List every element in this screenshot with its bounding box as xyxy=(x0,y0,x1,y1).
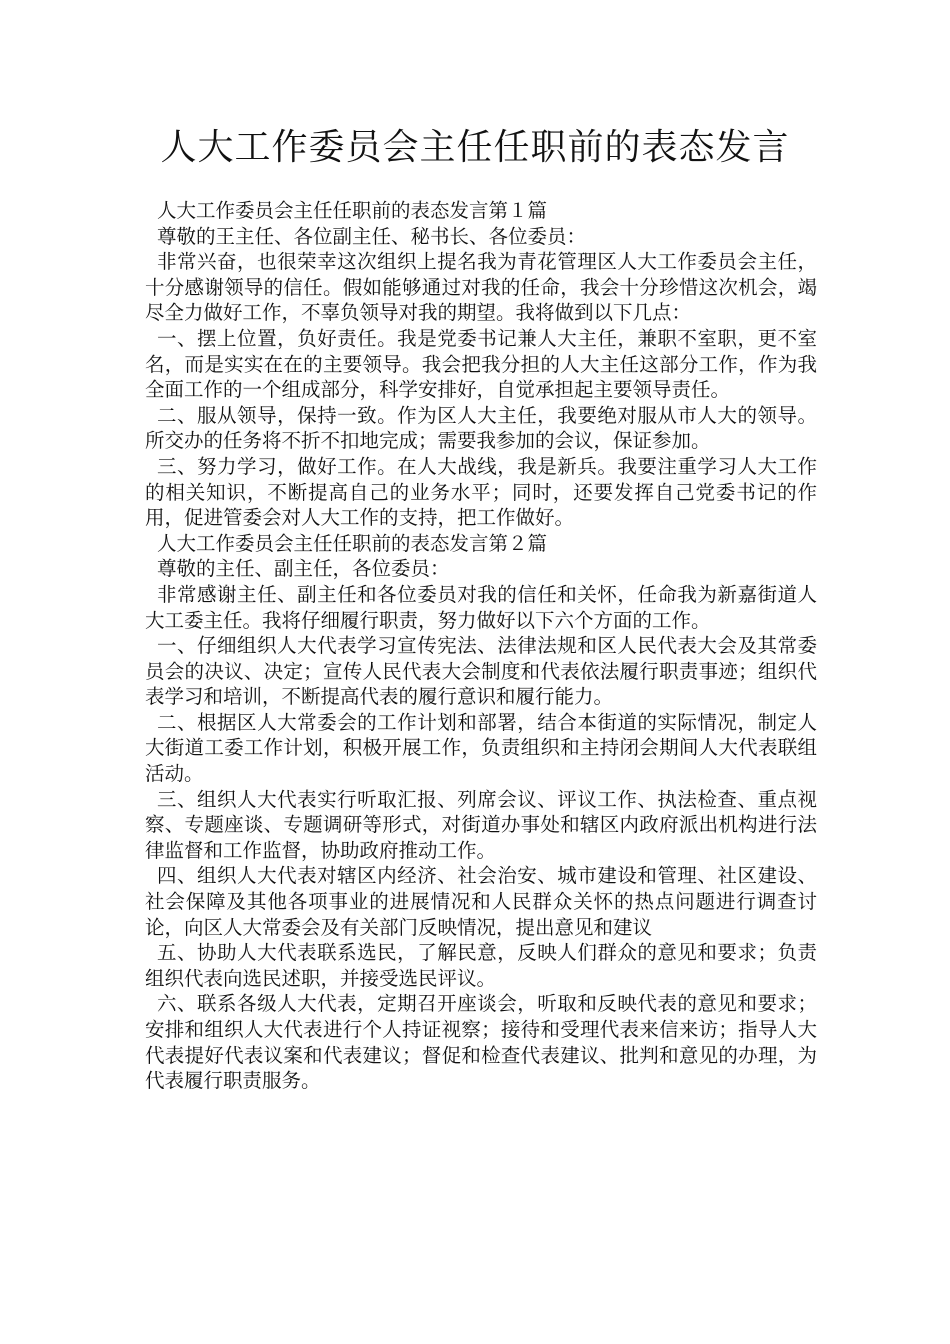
body-paragraph: 二、根据区人大常委会的工作计划和部署，结合本街道的实际情况，制定人大街道工委工作计划，积极开展工作，负责组织和主持闭会期间人大代表联组活动。 xyxy=(145,710,817,786)
salutation-1: 尊敬的王主任、各位副主任、秘书长、各位委员： xyxy=(157,224,587,248)
body-paragraph: 一、仔细组织人大代表学习宣传宪法、法律法规和区人民代表大会及其常委员会的决议、决定；宣传人民代表大会制度和代表依法履行职责事迹；组织代表学习和培训，不断提高代表的履行意识和履行能力。 xyxy=(145,634,817,709)
document-title: 人大工作委员会主任任职前的表态发言 xyxy=(160,127,790,168)
document-body xyxy=(145,198,817,1094)
section-heading-2: 人大工作委员会主任任职前的表态发言第２篇 xyxy=(157,531,548,555)
body-paragraph: 非常感谢主任、副主任和各位委员对我的信任和关怀，任命我为新嘉街道人大工委主任。我将仔细履行职责，努力做好以下六个方面的工作。 xyxy=(145,582,817,632)
body-paragraph: 五、协助人大代表联系选民，了解民意，反映人们群众的意见和要求；负责组织代表向选民述职，并接受选民评议。 xyxy=(145,941,817,990)
body-paragraph: 三、努力学习，做好工作。在人大战线，我是新兵。我要注重学习人大工作的相关知识，不断提高自己的业务水平；同时，还要发挥自己党委书记的作用，促进管委会对人大工作的支持，把工作做好。 xyxy=(145,454,817,530)
body-paragraph: 六、联系各级人大代表，定期召开座谈会，听取和反映代表的意见和要求；安排和组织人大代表进行个人持证视察；接待和受理代表来信来访；指导人大代表提好代表议案和代表建议；督促和检查代表建议、批判和意见的办理，为代表履行职责服务。 xyxy=(145,992,817,1093)
body-paragraph: 一、摆上位置，负好责任。我是党委书记兼人大主任，兼职不室职，更不室名，而是实实在在的主要领导。我会把我分担的人大主任这部分工作，作为我全面工作的一个组成部分，科学安排好，自觉承担起主要领导责任。 xyxy=(145,326,817,402)
salutation-2: 尊敬的主任、副主任，各位委员： xyxy=(157,557,450,581)
section-heading-1: 人大工作委员会主任任职前的表态发言第１篇 xyxy=(157,199,548,222)
body-paragraph: 四、组织人大代表对辖区内经济、社会治安、城市建设和管理、社区建设、社会保障及其他各项事业的进展情况和人民群众关怀的热点问题进行调查讨论，向区人大常委会及有关部门反映情况，提出意见和建议 xyxy=(145,864,817,939)
body-paragraph: 二、服从领导，保持一致。作为区人大主任，我要绝对服从市人大的领导。所交办的任务将不折不扣地完成；需要我参加的会议，保证参加。 xyxy=(145,403,817,453)
body-paragraph: 三、组织人大代表实行听取汇报、列席会议、评议工作、执法检查、重点视察、专题座谈、专题调研等形式，对街道办事处和辖区内政府派出机构进行法律监督和工作监督，协助政府推动工作。 xyxy=(145,787,817,862)
body-paragraph: 非常兴奋，也很荣幸这次组织上提名我为青花管理区人大工作委员会主任，十分感谢领导的信任。假如能够通过对我的任命，我会十分珍惜这次机会，竭尽全力做好工作，不辜负领导对我的期望。我将做到以下几点： xyxy=(145,250,817,325)
